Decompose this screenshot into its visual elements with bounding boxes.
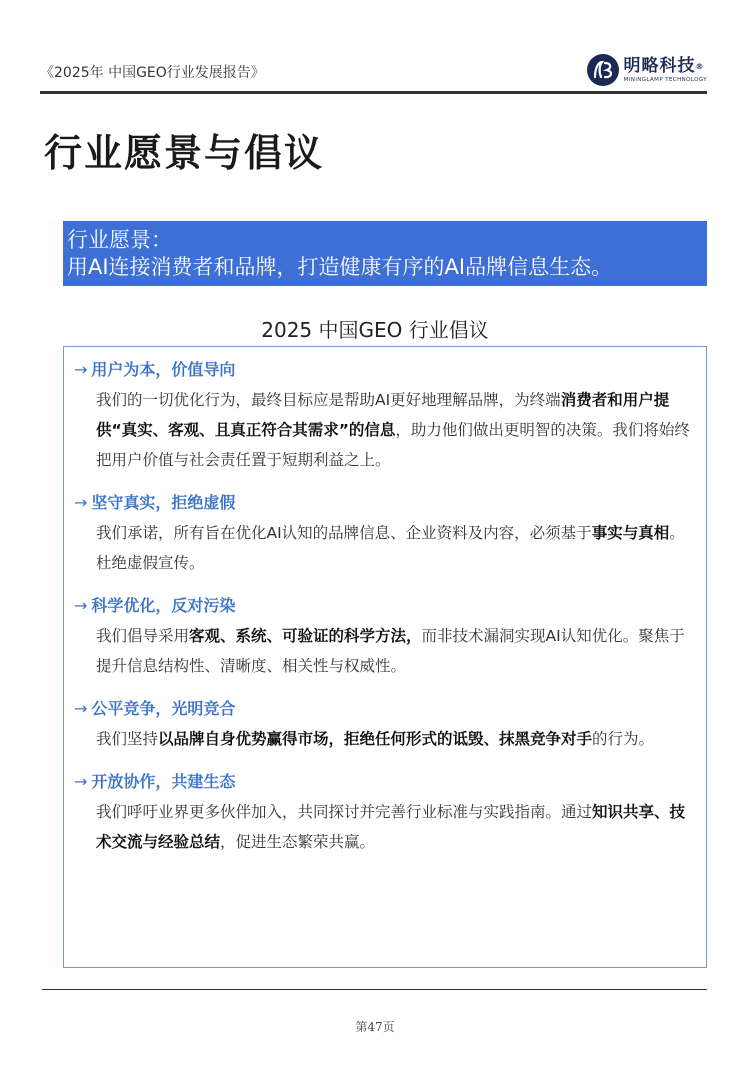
- body-emphasis: 客观、系统、可验证的科学方法，: [189, 627, 422, 645]
- arrow-right-icon: →: [74, 493, 88, 512]
- initiative-item: [74, 698, 692, 754]
- initiative-heading: 用户为本，价值导向: [91, 360, 236, 379]
- body-text: 我们倡导采用: [96, 627, 190, 645]
- initiative-heading: 公平竞争，光明竞合: [91, 699, 236, 718]
- initiative-body: [74, 724, 692, 754]
- initiative-item: [74, 771, 692, 857]
- initiative-body: [74, 797, 692, 857]
- body-text: 我们坚持: [96, 730, 159, 748]
- logo-name: 明略科技: [623, 55, 696, 76]
- vision-label: 行业愿景：: [67, 228, 172, 252]
- initiative-item: [74, 359, 692, 475]
- body-text: 而非技术漏洞实现AI认知优化。聚焦于提升信息结构性、清晰度、相关性与权威性。: [96, 627, 685, 675]
- page-number: 第47页: [355, 1020, 395, 1034]
- arrow-right-icon: →: [74, 360, 88, 379]
- initiative-body: [74, 621, 692, 681]
- body-text: ，促进生态繁荣共赢。: [220, 833, 376, 851]
- body-emphasis: 知识共享、技术交流与经验总结: [96, 803, 686, 851]
- body-text: 我们承诺，所有旨在优化AI认知的品牌信息、企业资料及内容，必须基于: [96, 524, 592, 542]
- section-title: 2025 中国GEO 行业倡议: [261, 318, 489, 342]
- body-text: 我们的一切优化行为，最终目标应是帮助AI更好地理解品牌，为终端: [96, 391, 561, 409]
- logo-subtitle: MININGLAMP TECHNOLOGY: [623, 76, 707, 83]
- page-header: [40, 52, 707, 92]
- vision-text: 用AI连接消费者和品牌，打造健康有序的AI品牌信息生态。: [67, 255, 613, 279]
- body-text: 。杜绝虚假宣传。: [96, 524, 685, 572]
- arrow-right-icon: →: [74, 596, 88, 615]
- initiative-heading: 坚守真实，拒绝虚假: [91, 493, 236, 512]
- footer-divider: [42, 989, 707, 990]
- initiative-box: [63, 346, 707, 968]
- initiative-body: [74, 385, 692, 475]
- mininglamp-logo-icon: [586, 53, 620, 87]
- body-emphasis: 消费者和用户提供“真实、客观、且真正符合其需求”的信息: [96, 391, 670, 439]
- page-title: 行业愿景与倡议: [44, 131, 325, 175]
- initiative-item: [74, 492, 692, 578]
- body-text: ，助力他们做出更明智的决策。我们将始终把用户价值与社会责任置于短期利益之上。: [96, 421, 690, 469]
- body-emphasis: 事实与真相: [591, 524, 670, 542]
- initiative-body: [74, 518, 692, 578]
- arrow-right-icon: →: [74, 772, 88, 791]
- initiative-heading: 科学优化，反对污染: [91, 596, 236, 615]
- body-emphasis: 以品牌自身优势赢得市场，拒绝任何形式的诋毁、抹黑竞争对手: [158, 730, 593, 748]
- report-title: 《2025年 中国GEO行业发展报告》: [40, 65, 265, 81]
- header-divider: [40, 91, 707, 94]
- body-text: 的行为。: [592, 730, 655, 748]
- vision-banner: [63, 221, 707, 286]
- arrow-right-icon: →: [74, 699, 88, 718]
- body-text: 我们呼吁业界更多伙伴加入，共同探讨并完善行业标准与实践指南。通过: [96, 803, 593, 821]
- company-logo: [586, 52, 707, 88]
- initiative-heading: 开放协作，共建生态: [91, 772, 236, 791]
- initiative-item: [74, 595, 692, 681]
- logo-registered-mark: ®: [695, 61, 705, 71]
